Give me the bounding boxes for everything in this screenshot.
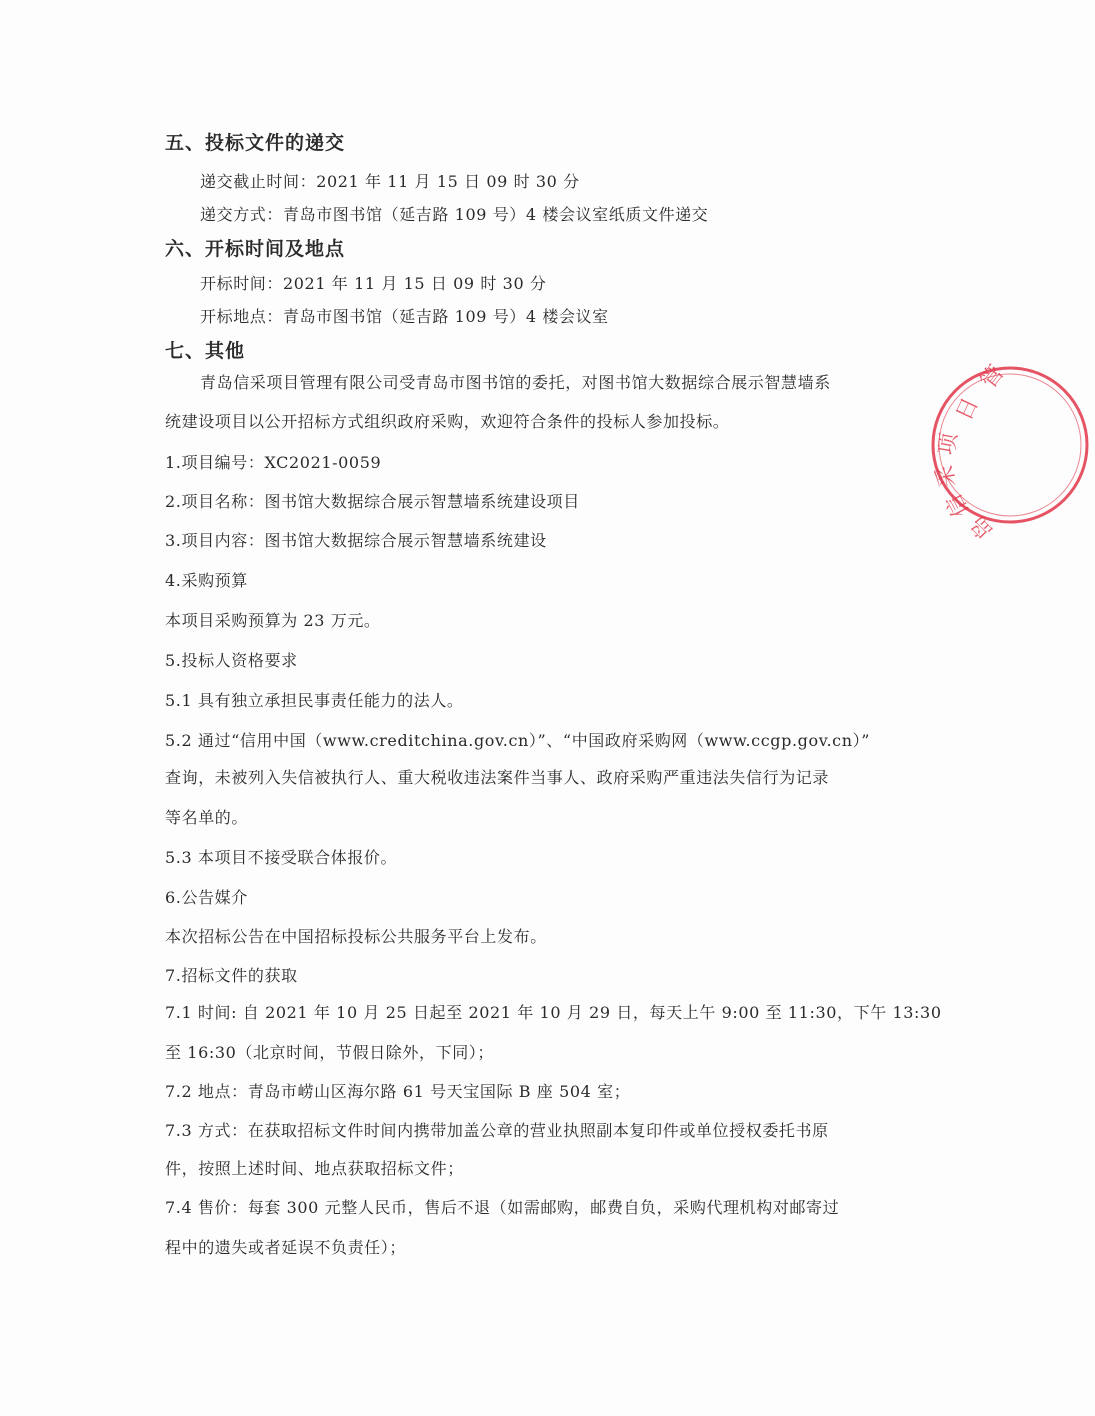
budget-text: 本项目采购预算为 23 万元。 [165,611,381,630]
submission-method: 递交方式：青岛市图书馆（延吉路 109 号）4 楼会议室纸质文件递交 [200,205,709,224]
acquisition-method-line-2: 件，按照上述时间、地点获取招标文件； [165,1159,464,1178]
svg-text:管: 管 [976,360,1010,394]
price-line-1: 7.4 售价：每套 300 元整人民币，售后不退（如需邮购，邮费自负，采购代理机构对邮寄过 [165,1198,840,1217]
acquisition-place: 7.2 地点：青岛市崂山区海尔路 61 号天宝国际 B 座 504 室； [165,1082,631,1101]
svg-text:项: 项 [934,431,963,458]
media-heading: 6.公告媒介 [165,888,248,907]
section-5-heading: 五、投标文件的递交 [165,132,346,154]
opening-place: 开标地点：青岛市图书馆（延吉路 109 号）4 楼会议室 [200,307,609,326]
qualification-heading: 5.投标人资格要求 [165,651,298,670]
media-text: 本次招标公告在中国招标投标公共服务平台上发布。 [165,927,547,946]
qualification-5-1: 5.1 具有独立承担民事责任能力的法人。 [165,691,464,710]
acquisition-time-line-2: 至 16:30（北京时间，节假日除外，下同）； [165,1043,494,1062]
submission-deadline: 递交截止时间：2021 年 11 月 15 日 09 时 30 分 [200,172,580,191]
acquisition-method-line-1: 7.3 方式：在获取招标文件时间内携带加盖公章的营业执照副本复印件或单位授权委托书原 [165,1121,829,1140]
qualification-5-3: 5.3 本项目不接受联合体报价。 [165,848,398,867]
price-line-2: 程中的遗失或者延误不负责任）； [165,1238,407,1257]
intro-paragraph-line-2: 统建设项目以公开招标方式组织政府采购，欢迎符合条件的投标人参加投标。 [165,412,730,431]
svg-text:信: 信 [941,489,975,521]
svg-text:岛: 岛 [965,510,1000,544]
project-number: 1.项目编号：XC2021-0059 [165,453,382,472]
project-content: 3.项目内容：图书馆大数据综合展示智慧墙系统建设 [165,531,547,550]
acquisition-time-line-1: 7.1 时间: 自 2021 年 10 月 25 日起至 2021 年 10 月 29 日，每天上午 9:00 至 11:30，下午 13:30 [165,1003,942,1022]
qualification-5-2-line-2: 查询，未被列入失信被执行人、重大税收违法案件当事人、政府采购严重违法失信行为记录 [165,768,830,787]
qualification-5-2-line-1: 5.2 通过“信用中国（www.creditchina.gov.cn）”、“中国政府采购网（www.ccgp.gov.cn）” [165,731,871,750]
budget-heading: 4.采购预算 [165,571,248,590]
opening-time: 开标时间：2021 年 11 月 15 日 09 时 30 分 [200,274,547,293]
company-seal-stamp [925,360,1095,544]
svg-text:采: 采 [932,463,961,490]
project-name: 2.项目名称：图书馆大数据综合展示智慧墙系统建设项目 [165,492,580,511]
section-7-heading: 七、其他 [165,340,246,362]
qualification-5-2-line-3: 等名单的。 [165,808,249,827]
intro-paragraph-line-1: 青岛信采项目管理有限公司受青岛市图书馆的委托，对图书馆大数据综合展示智慧墙系 [200,373,831,392]
section-6-heading: 六、开标时间及地点 [165,238,346,260]
svg-text:日: 日 [951,394,984,425]
document-acquisition-heading: 7.招标文件的获取 [165,966,298,985]
